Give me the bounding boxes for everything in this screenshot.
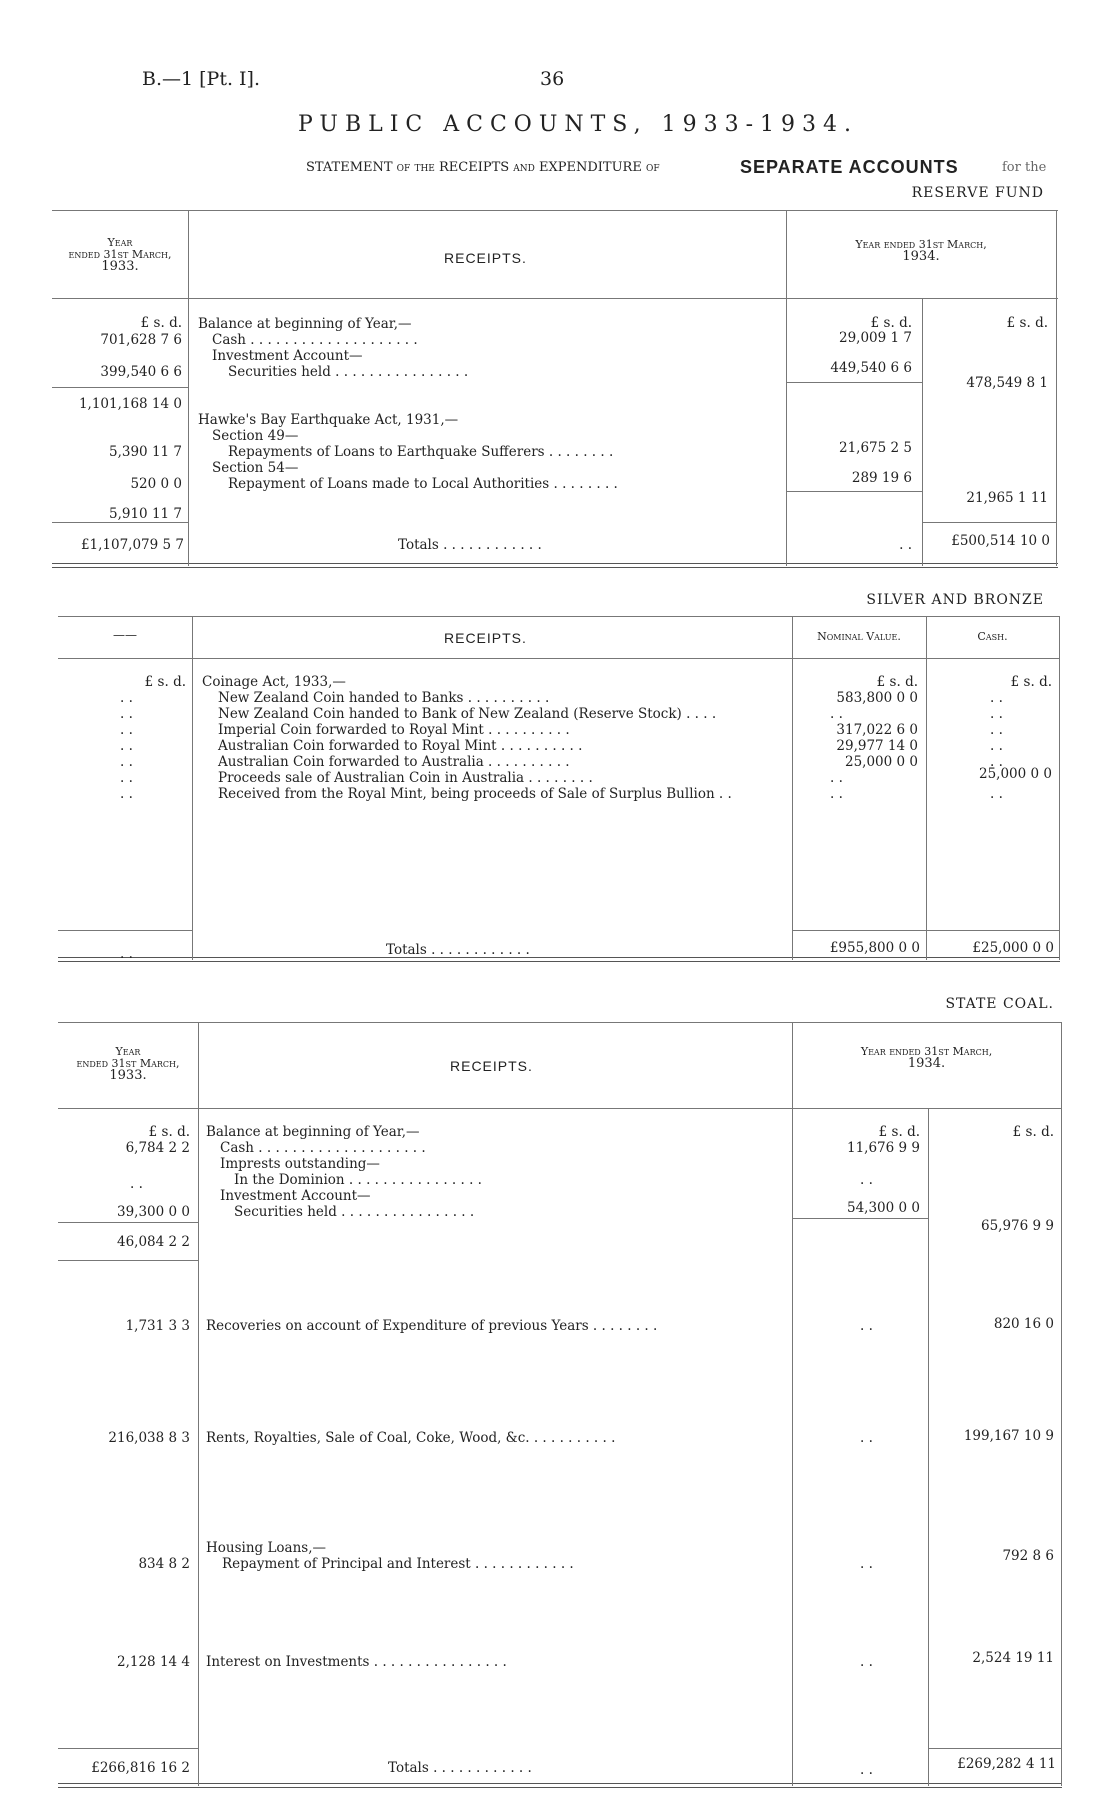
- silver-row-right: . .: [990, 754, 1003, 770]
- silver-unit-prev: £ s. d.: [144, 674, 186, 690]
- coal-row-prev: . .: [130, 1176, 143, 1192]
- reserve-row-label: Hawke's Bay Earthquake Act, 1931,—: [198, 412, 459, 428]
- silver-unit-right: £ s. d.: [1010, 674, 1052, 690]
- silver-row-mid: 317,022 6 0: [836, 722, 918, 738]
- page-reference: B.—1 [Pt. I].: [142, 68, 260, 90]
- silver-row-prev: . .: [120, 706, 133, 722]
- silver-row-mid: 25,000 0 0: [845, 754, 918, 770]
- coal-row-mid: 11,676 9 9: [847, 1140, 920, 1156]
- coal-totals-right: £269,282 4 11: [957, 1756, 1056, 1772]
- coal-row-label: Cash . . . . . . . . . . . . . . . . . . . .: [220, 1140, 426, 1156]
- coal-item-prev: 1,731 3 3: [125, 1318, 190, 1334]
- reserve-row-mid: 449,540 6 6: [830, 360, 912, 376]
- coal-unit-prev: £ s. d.: [148, 1124, 190, 1140]
- page-number: 36: [540, 68, 565, 90]
- coal-item-right: 199,167 10 9: [963, 1428, 1054, 1444]
- reserve-row-mid: 29,009 1 7: [839, 330, 912, 346]
- page-title: PUBLIC ACCOUNTS, 1933-1934.: [298, 112, 858, 137]
- silver-totals-prev: . .: [120, 946, 133, 962]
- coal-totals-label: Totals . . . . . . . . . . . .: [388, 1760, 532, 1776]
- coal-item-mid: . .: [860, 1556, 873, 1572]
- reserve-row-label: Securities held . . . . . . . . . . . . . . . .: [228, 364, 469, 380]
- reserve-row-right: 478,549 8 1: [966, 375, 1048, 391]
- silver-row-prev: . .: [120, 690, 133, 706]
- coal-item-label: Repayment of Principal and Interest . . . . . . . . . . . .: [222, 1556, 574, 1572]
- silver-row-label: Imperial Coin forwarded to Royal Mint . . . . . . . . . .: [218, 722, 570, 738]
- coal-item-prev: 2,128 14 4: [117, 1654, 190, 1670]
- reserve-row-label: Section 49—: [212, 428, 299, 444]
- silver-row-right: . .: [990, 786, 1003, 802]
- reserve-row-label: Section 54—: [212, 460, 299, 476]
- section-title-silver-bronze: SILVER AND BRONZE: [866, 592, 1044, 608]
- reserve-unit-mid: £ s. d.: [870, 315, 912, 331]
- reserve-subtotal-prev: 5,910 11 7: [109, 506, 182, 522]
- coal-row-label: In the Dominion . . . . . . . . . . . . . . . .: [234, 1172, 482, 1188]
- coal-row-label: Imprests outstanding—: [220, 1156, 380, 1172]
- reserve-row-label: Balance at beginning of Year,—: [198, 316, 412, 332]
- silver-row-prev: . .: [120, 754, 133, 770]
- coal-item-prev: 216,038 8 3: [108, 1430, 190, 1446]
- coal-item-label: Recoveries on account of Expenditure of previous Years . . . . . . . .: [206, 1318, 658, 1334]
- reserve-subtotal-prev: 1,101,168 14 0: [78, 396, 182, 412]
- coal-row-label: Balance at beginning of Year,—: [206, 1124, 420, 1140]
- section-title-state-coal: STATE COAL.: [945, 996, 1054, 1012]
- coal-item-right: 792 8 6: [1002, 1548, 1054, 1564]
- reserve-row-prev: 5,390 11 7: [109, 444, 182, 460]
- reserve-row-label: Cash . . . . . . . . . . . . . . . . . . . .: [212, 332, 418, 348]
- coal-item-right: 2,524 19 11: [972, 1650, 1054, 1666]
- silver-row-label: New Zealand Coin handed to Bank of New Zealand (Reserve Stock) . . . .: [218, 706, 717, 722]
- coal-col-year-1934-header: Year ended 31st March, 1934.: [860, 1045, 993, 1071]
- silver-row-label: Australian Coin forwarded to Australia . . . . . . . . . .: [218, 754, 570, 770]
- coal-item-label: Rents, Royalties, Sale of Coal, Coke, Wood, &c. . . . . . . . . . .: [206, 1430, 616, 1446]
- coal-item-right: 820 16 0: [993, 1316, 1054, 1332]
- coal-receipts-header: RECEIPTS.: [450, 1058, 533, 1074]
- reserve-row-label: Repayments of Loans to Earthquake Sufferers . . . . . . . .: [228, 444, 614, 460]
- coal-row-label: Investment Account—: [220, 1188, 371, 1204]
- silver-row-right: . .: [990, 722, 1003, 738]
- reserve-totals-right: £500,514 10 0: [951, 533, 1050, 549]
- silver-totals-mid: £955,800 0 0: [829, 940, 920, 956]
- silver-row-label: Proceeds sale of Australian Coin in Australia . . . . . . . .: [218, 770, 593, 786]
- silver-row-right: . .: [990, 690, 1003, 706]
- coal-item-mid: . .: [860, 1318, 873, 1334]
- silver-receipts-header: RECEIPTS.: [444, 630, 527, 646]
- silver-row-mid: 583,800 0 0: [836, 690, 918, 706]
- silver-row-right: . .: [990, 706, 1003, 722]
- silver-row-prev: . .: [120, 738, 133, 754]
- reserve-totals-label: Totals . . . . . . . . . . . .: [398, 537, 542, 553]
- coal-row-mid: 54,300 0 0: [847, 1200, 920, 1216]
- reserve-row-label: Repayment of Loans made to Local Authorities . . . . . . . .: [228, 476, 618, 492]
- statement-suffix: for the: [1002, 160, 1047, 175]
- coal-totals-prev: £266,816 16 2: [91, 1760, 190, 1776]
- silver-row-mid: . .: [830, 786, 843, 802]
- reserve-row-mid: 289 19 6: [851, 470, 912, 486]
- reserve-totals-prev: £1,107,079 5 7: [80, 537, 184, 553]
- coal-item-label: Interest on Investments . . . . . . . . . . . . . . . .: [206, 1654, 507, 1670]
- coal-unit-mid: £ s. d.: [878, 1124, 920, 1140]
- silver-row-mid: 29,977 14 0: [836, 738, 918, 754]
- coal-row-prev: 6,784 2 2: [125, 1140, 190, 1156]
- statement-prefix: STATEMENT of the RECEIPTS and EXPENDITURE of: [306, 160, 660, 175]
- reserve-row-mid: 21,675 2 5: [839, 440, 912, 456]
- coal-item-heading: Housing Loans,—: [206, 1540, 327, 1556]
- reserve-unit-right: £ s. d.: [1006, 315, 1048, 331]
- silver-row-right: . .: [990, 738, 1003, 754]
- silver-cash-header: Cash.: [977, 630, 1008, 643]
- silver-col1-header: ——: [113, 628, 137, 642]
- statement-bold-title: SEPARATE ACCOUNTS: [740, 157, 959, 177]
- reserve-unit-prev: £ s. d.: [140, 315, 182, 331]
- reserve-receipts-header: RECEIPTS.: [444, 250, 527, 266]
- silver-totals-right: £25,000 0 0: [972, 940, 1054, 956]
- silver-row-label: Australian Coin forwarded to Royal Mint . . . . . . . . . .: [218, 738, 583, 754]
- coal-row-label: Securities held . . . . . . . . . . . . . . . .: [234, 1204, 475, 1220]
- silver-row-label: Received from the Royal Mint, being proceeds of Sale of Surplus Bullion . .: [218, 786, 732, 802]
- reserve-row-prev: 399,540 6 6: [100, 364, 182, 380]
- section-title-reserve-fund: RESERVE FUND: [911, 185, 1044, 201]
- silver-row-prev: . .: [120, 770, 133, 786]
- coal-unit-right: £ s. d.: [1012, 1124, 1054, 1140]
- coal-row-prev: 39,300 0 0: [117, 1204, 190, 1220]
- reserve-row-prev: 520 0 0: [130, 476, 182, 492]
- reserve-col-year-1934-header: Year ended 31st March, 1934.: [855, 238, 987, 264]
- reserve-col-year-1933-header: Year ended 31st March, 1933.: [68, 236, 172, 274]
- silver-nominal-value-header: Nominal Value.: [817, 630, 901, 643]
- coal-balance-subtotal-prev: 46,084 2 2: [117, 1234, 190, 1250]
- silver-totals-label: Totals . . . . . . . . . . . .: [386, 942, 530, 958]
- silver-row-right: 25,000 0 0: [979, 766, 1052, 782]
- silver-row-label: Coinage Act, 1933,—: [202, 674, 346, 690]
- coal-balance-right: 65,976 9 9: [981, 1218, 1054, 1234]
- coal-item-prev: 834 8 2: [138, 1556, 190, 1572]
- silver-unit-mid: £ s. d.: [876, 674, 918, 690]
- coal-row-mid: . .: [860, 1172, 873, 1188]
- silver-row-label: New Zealand Coin handed to Banks . . . . . . . . . .: [218, 690, 550, 706]
- reserve-row-label: Investment Account—: [212, 348, 363, 364]
- reserve-row-prev: 701,628 7 6: [100, 332, 182, 348]
- silver-row-mid: . .: [830, 770, 843, 786]
- coal-col-year-1933-header: Year ended 31st March, 1933.: [76, 1045, 180, 1083]
- silver-row-mid: . .: [830, 706, 843, 722]
- coal-totals-mid: . .: [860, 1762, 873, 1778]
- reserve-totals-mid: . .: [899, 537, 912, 553]
- coal-item-mid: . .: [860, 1654, 873, 1670]
- silver-row-prev: . .: [120, 786, 133, 802]
- reserve-row-right: 21,965 1 11: [966, 490, 1048, 506]
- silver-row-prev: . .: [120, 722, 133, 738]
- coal-item-mid: . .: [860, 1430, 873, 1446]
